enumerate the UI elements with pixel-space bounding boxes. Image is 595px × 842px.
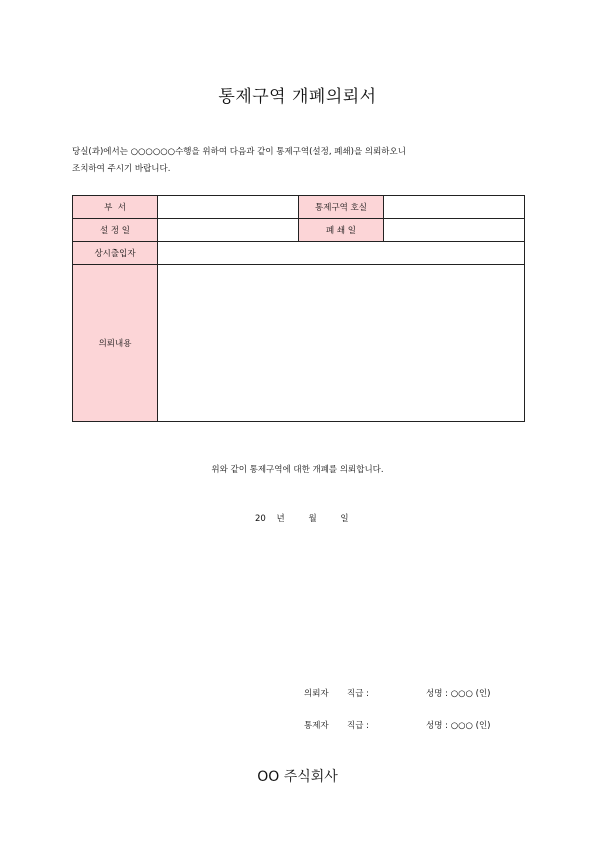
company-name: OO 주식회사 — [257, 769, 338, 785]
date-day-unit: 일 — [340, 514, 349, 524]
requester-rank-label: 직급 : — [347, 689, 369, 699]
regular-entrant-field[interactable] — [158, 242, 525, 265]
confirm-statement: 위와 같이 통제구역에 대한 개폐를 의뢰합니다. — [211, 465, 384, 475]
requester-name-label: 성명 : ○○○ (인) — [426, 689, 491, 699]
date-month-unit: 월 — [308, 514, 317, 524]
set-date-field[interactable] — [158, 219, 299, 242]
controller-rank-label: 직급 : — [347, 721, 369, 731]
intro-line-1: 당실(과)에서는 ○○○○○○수행을 위하여 다음과 같이 통제구역(설정, 폐쇄)을 의뢰하오니 — [72, 147, 406, 157]
request-content-label: 의뢰내용 — [73, 265, 158, 422]
intro-paragraph — [72, 144, 532, 178]
document-title: 통제구역 개폐의뢰서 — [218, 87, 377, 107]
set-date-label: 설 정 일 — [73, 219, 158, 242]
zone-room-label: 통제구역 호실 — [299, 196, 384, 219]
requester-label: 의뢰자 — [304, 689, 329, 699]
regular-entrant-label: 상시출입자 — [73, 242, 158, 265]
close-date-field[interactable] — [384, 219, 525, 242]
request-form-table — [72, 195, 525, 422]
request-content-field[interactable] — [158, 265, 525, 422]
date-year: 20 — [255, 514, 266, 524]
dept-field[interactable] — [158, 196, 299, 219]
zone-room-field[interactable] — [384, 196, 525, 219]
controller-label: 통제자 — [304, 721, 329, 731]
date-year-unit: 년 — [276, 514, 285, 524]
close-date-label: 폐 쇄 일 — [299, 219, 384, 242]
controller-name-label: 성명 : ○○○ (인) — [426, 721, 491, 731]
dept-label: 부 서 — [73, 196, 158, 219]
intro-line-2: 조치하여 주시기 바랍니다. — [72, 164, 171, 174]
date-line — [255, 512, 349, 524]
